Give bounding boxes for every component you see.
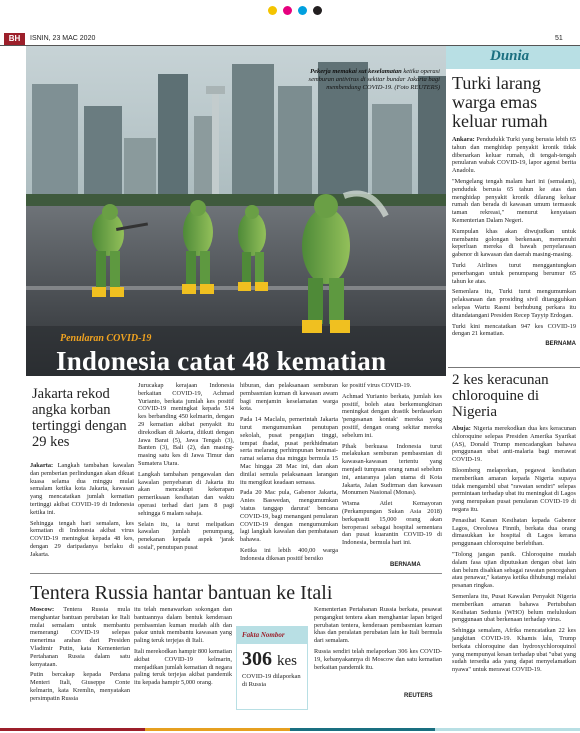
- paragraph-text: Bloomberg melaporkan, pegawai kesihatan memberikan amaran kepada Nigeria supaya tidak mengambil ubat "rawatan sendiri" selepas permintaan terhadap ubat itu meningkat di Lagos yang merupakan pusat penularan COVID-19 di negara itu.: [452, 466, 576, 513]
- paragraph-text: Kementerian Pertahanan Russia berkata, pesawat pengangkut tentera akan menghantar lapan briged perubatan tentera, kenderaan pembasmian kuman khas dan peralatan perubatan lain ke Itali bermula dari semalam.: [314, 606, 442, 645]
- paragraph-text: ke positif virus COVID-19.: [342, 382, 412, 389]
- turki-signature: BERNAMA: [545, 341, 576, 348]
- fakta-number: [237, 644, 307, 671]
- paragraph-text: Sehingga tengah hari semalam, kes kematian di Indonesia akibat virus COVID-19 meningkat kepada 48 kes, dengan 29 daripadanya berlaku di Jakarta.: [30, 519, 134, 558]
- paragraph-text: Pihak berkuasa Indonesia turut melakukan semburan pembasmian di kawasan-kawasan tertentu yang menjadi tumpuan orang ramai sebelum ini, antaranya jalan utama di Kota Jakarta, Jalan Sudirman dan kawasan Monumen Nasional (Monas).: [342, 442, 442, 497]
- paragraph-text: Selain itu, ia turut melipatkan kawalan jumlah penumpang, penekanan kepada aspek 'jarak sosial', penutupan pusat: [138, 520, 234, 551]
- photo-credit: (Foto REUTERS): [394, 84, 440, 91]
- paragraph-text: Semenlara itu, Turki turut mengumumkan pelaksanaan dan prosiding sivil ditangguhkan selepas Wartu Rasmi berhubung perkara itu ditandatangani Presiden Recep Tayyip Erdogan.: [452, 288, 576, 319]
- paragraph: [240, 382, 338, 413]
- paragraph-text: Nigeria merekodkan dua kes keracunan chloroquine selepas Presiden Amerika Syarikat (AS), Donald Trump mencadangkan bahawa penggunaan ubat anti-malaria bagi merawat COVID-19.: [452, 425, 576, 464]
- paragraph-text: "Mengelang tengah malam hari ini (semalam), penduduk berusia 65 tahun ke atas dan menghidap penyakit kronik dilarang keluar rumah dan berada di kawasan umum termasuk taman rekreasi," menurut kenyataan Kementerian Dalam Negeri.: [452, 177, 576, 224]
- main-headline: Indonesia catat 48 kematian: [56, 346, 387, 376]
- paragraph: [452, 228, 576, 259]
- fakta-title: Fakta Nombor: [237, 627, 307, 644]
- article-column-1: [30, 462, 134, 562]
- news-photo: [26, 46, 446, 376]
- paragraph-text: Pada 14 Maclalu, pemerintah Jakarta turut mengumumkan penutupan sekolah, pusat pengajian tinggi, tempat ibadat, pusat perkhidmatan serta melarang perhimpunan beramai-ramai selama dua minggu bermula 15 Mac hingga 28 Mac ini, dan akan dinilai semula pelaksanaan larangan itu mengikut keadaan semasa.: [240, 416, 338, 486]
- paragraph: [138, 382, 234, 468]
- paragraph-text: Semenlara itu, Pusat Kawalan Penyakit Nigeria memberikan amaran bahawa Pertubuhan Kesihatan Sedunia (WHO) belum meluluskan penggunaan ubat berkenaan terhadap virus.: [452, 592, 576, 624]
- paragraph-text: Itali merekodkan hampir 800 kematian akibat COVID-19 kelmarin, menjadikan jumlah kematian di negara paling teruk terjejas akibat pandemik itu kepada hampir 5,000 orang.: [134, 647, 232, 687]
- paragraph: [452, 627, 576, 674]
- registration-dot: [268, 6, 277, 15]
- paragraph: [138, 521, 234, 552]
- dateline-lead: Ankara:: [452, 136, 475, 143]
- registration-dot: [283, 6, 292, 15]
- russia-signature: REUTERS: [404, 693, 433, 699]
- paragraph-text: Pendudukk Turki yang berusia lebih 65 tahun dan menghidap penyakit kronik tidak dibenarkan keluar rumah, di tengah-tengah penularan wabak COVID-19, lapor agensi berita Anadolu.: [452, 136, 576, 175]
- fakta-nombor-box: [236, 626, 308, 710]
- article-column-4: [342, 382, 442, 550]
- page-number: 51: [555, 35, 563, 42]
- dateline-lead: Moscow:: [30, 606, 55, 613]
- workers-spraying-illustration: [26, 46, 446, 376]
- section-banner: [446, 46, 580, 69]
- paragraph: [134, 648, 232, 687]
- photo-caption-text: ketika operasi semburan antivirus di sekitar bundar Jakarta bagi membendung COVID-19.: [308, 68, 440, 91]
- paragraph-text: Sehingga semalam, Afrika mencatatkan 22 kes jangkitan COVID-19. Khamis lalu, Trump berkata chloroquine dan hydroxychloroquinol yang mempunyai kesan terhadap ubat "ubat yang sudah tersedia ada yang dapat menyelamatkan nyawa" untuk merawat COVID-19.: [452, 627, 576, 674]
- dateline-lead: Abuja:: [452, 425, 471, 432]
- paragraph: [240, 489, 338, 544]
- paragraph-text: Pada 20 Mac pula, Gabenor Jakarta, Anies Baswedan, mengumumkan 'status tanggap darurat' bencana COVID-19, bagi menangani penularan COVID-19 dengan mengumumkan lagi langkah kawalan dan pembatasan bahawa.: [240, 489, 338, 544]
- fakta-text: COVID-19 dilaporkan di Russia: [242, 673, 301, 688]
- fakta-unit: kes: [277, 653, 297, 669]
- footer-bar: [0, 728, 145, 731]
- paragraph-text: Langkah tambahan kawalan dan pemberian perlindungan akan dikuat kuasa selama dua minggu mulai semalam ketika kota Jakarta, kawasan yang mencatatkan jumlah kematian tertinggi akibat COVID-19 di Indonesia ketika ini.: [30, 462, 134, 516]
- article-divider: [30, 573, 442, 574]
- paragraph-text: "Tolong jangan panik. Chloroquine mudah dalam fasa ujian diputuskan dengan obat lain dan belum disahkan sebagai rawatan pencegahan atau penawar," katanya ketika dihubungi melalui pesanan ringkas.: [452, 550, 576, 590]
- bh-logo: BH: [4, 33, 25, 45]
- paragraph-text: Langkah tambahan pengawalan dan kawalan penyebaran di Jakarta itu akan mencakupi kekerapan pemeriksaan kesihatan dan waktu operasi terhad dari jam 8 pagi sehingga 6 malam sahaja.: [138, 470, 234, 517]
- russia-headline: Tentera Russia hantar bantuan ke Itali: [30, 582, 333, 604]
- main-signature: BERNAMA: [390, 562, 421, 568]
- paragraph: [138, 471, 234, 518]
- paragraph: [342, 500, 442, 547]
- paragraph-text: Wisma Atlet Kemayoran (Perkampungan Sukan Asia 2018) berkapasiti 15,000 orang akan beroperasi sebagai hospital sementara dan pusat kuarantin COVID-19 di Indonesia, bermula hari ini.: [342, 500, 442, 547]
- registration-dot: [313, 6, 322, 15]
- paragraph-text: Jurucakap kerajaan Indonesia berkaitan COVID-19, Achmad Yurianto, berkata jumlah kes positif COVID-19 meningkat kepada 514 kes berbanding 450 kelmarin, dengan 29 kematian akibat penyakit itu direkodkan di Jakarta, diikuti dengan Jawa Barat (5), Jawa Tengah (3), Banten (3), Bali (2), dan masing-masing satu kes di Jawa Timur dan Sumatera Utara.: [138, 382, 234, 467]
- paragraph: [134, 606, 232, 645]
- nigeria-headline: 2 kes keracunan chloroquine di Nigeria: [452, 372, 549, 420]
- turki-body: [452, 136, 576, 338]
- paragraph-text: hiburan, dan pelaksanaan semburan pembasmian kuman di kawasan awam bagi menjamin keselamatan warga kota.: [240, 382, 338, 413]
- paragraph-text: Tentera Russia mula menghantar bantuan perubatan ke Itali mulai semalam untuk membantu memerangi COVID-19 selepas menerima arahan dari Presiden Vladimir Putin, kata Kementerian Pertahanan Russia dalam satu kenyataan.: [30, 606, 130, 668]
- russia-column-2: [134, 606, 232, 690]
- footer-bar: [290, 728, 435, 731]
- nigeria-article: [452, 372, 576, 677]
- paragraph: [30, 462, 134, 517]
- paragraph: [452, 288, 576, 319]
- article-column-2: [138, 382, 234, 555]
- dateline-lead: Jakarta:: [30, 462, 54, 469]
- paragraph-text: itu telah menawarkan sokongan dan bantuannya dalam bentuk kenderaan pembasmian kuman mudah alih dan pakar untuk membantu kawasan yang paling teruk terjejas di Itali.: [134, 606, 232, 645]
- paragraph: [30, 671, 130, 702]
- paragraph: [342, 443, 442, 498]
- footer-bar: [435, 728, 580, 731]
- paragraph-text: Putin bercakap kepada Perdana Menteri Itali, Giuseppe Conte kelmarin, kata Kremlin, menyatakan persimpatin Russia: [30, 671, 130, 702]
- nigeria-body: [452, 425, 576, 674]
- paragraph-text: Achmad Yurianto berkata, jumlah kes positif, boleh atau berkemungkinan meningkat dengan drastik berdasarkan 'pengesanan kontak' mereka yang positif, dengan orang sekitar mereka sebelum ini.: [342, 392, 442, 439]
- registration-marks: [268, 6, 322, 15]
- article-column-3: [240, 382, 338, 566]
- article-subhead: Jakarta rekod angka korban tertinggi dengan 29 kes: [32, 386, 127, 450]
- paragraph: [452, 517, 576, 548]
- russia-column-3: [314, 606, 442, 674]
- registration-dot: [298, 6, 307, 15]
- paragraph: [452, 551, 576, 590]
- paragraph-text: Turki Airlines turut menggantungkan penerbangan untuk penumpang berumur 65 tahun ke atas.: [452, 261, 576, 285]
- paragraph-text: Kumpulan khas akan diwujudkan untuk membantu golongan berkenaan, memenuhi keperluan mereka di bawah penyelarasan gabenor di kawasan dan daerah masing-masing.: [452, 227, 576, 259]
- fakta-value: 306: [242, 648, 272, 670]
- turki-article: [452, 74, 576, 347]
- paragraph: [314, 648, 442, 671]
- paragraph: [240, 416, 338, 486]
- paragraph-text: Russia sendiri telah melaporkan 306 kes COVID-19, kebanyakannya di Moscow dan satu kematian berkaitan pandemik itu.: [314, 647, 442, 671]
- paragraph: [452, 425, 576, 464]
- paragraph: [452, 136, 576, 175]
- russia-column-1: [30, 606, 130, 706]
- turki-headline: Turki larang warga emas keluar rumah: [452, 73, 548, 131]
- paragraph-text: Penasihat Kanan Kesihatan kepada Gabenor Lagos, Oreoluwa Finnih, berkata dua orang dimasukkan ke hospital di Lagos kerana penggunaan chloroquine berlebihan.: [452, 516, 576, 548]
- photo-caption-bold: Pekerja memakai sut keselamatan: [310, 68, 402, 75]
- paragraph: [452, 323, 576, 339]
- paragraph: [240, 547, 338, 563]
- paragraph: [452, 593, 576, 624]
- dateline: ISNIN, 23 MAC 2020: [30, 35, 96, 42]
- paragraph-text: Ketika ini lebih 400,00 warga Indonesia dikesan positif bersiko: [240, 546, 338, 562]
- paragraph: [342, 382, 442, 390]
- paragraph: [452, 467, 576, 514]
- column-divider: [448, 367, 580, 368]
- paragraph: [30, 520, 134, 559]
- paragraph: [30, 606, 130, 668]
- paragraph: [314, 606, 442, 645]
- paragraph: [342, 393, 442, 440]
- paragraph: [452, 262, 576, 285]
- footer-bar: [145, 728, 290, 731]
- paragraph-text: Turki kini mencatatkan 947 kes COVID-19 dengan 21 kematian.: [452, 322, 576, 338]
- article-kicker: Penularan COVID-19: [60, 333, 152, 344]
- section-title: Dunia: [490, 48, 530, 64]
- paragraph: [452, 178, 576, 225]
- photo-caption: [290, 68, 440, 92]
